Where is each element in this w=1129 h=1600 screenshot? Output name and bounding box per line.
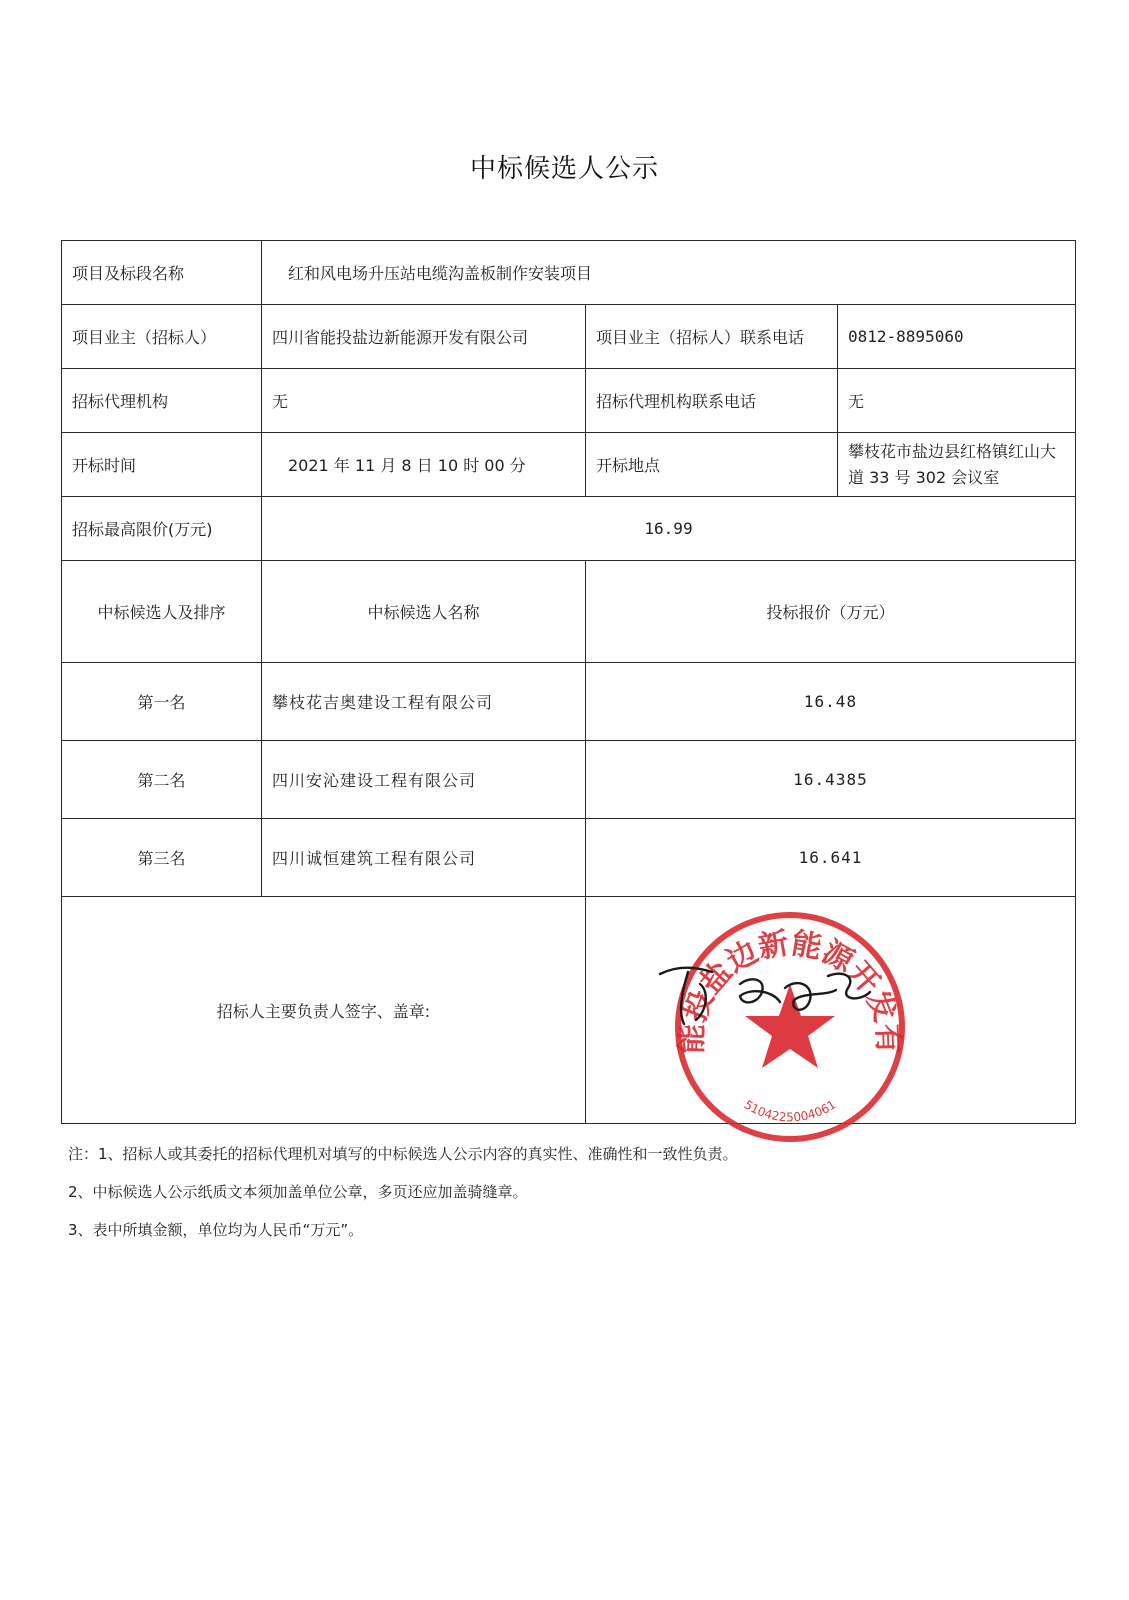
- candidate-row: [62, 741, 1076, 819]
- seal-graphic: [590, 892, 930, 1152]
- agency-value: 无: [262, 369, 586, 433]
- opening-place: 攀枝花市盐边县红格镇红山大道 33 号 302 会议室: [838, 433, 1076, 497]
- header-rank: 中标候选人及排序: [62, 561, 262, 663]
- candidate-rank: 第二名: [62, 741, 262, 819]
- agency-phone: 无: [838, 369, 1076, 433]
- note-item: 3、表中所填金额，单位均为人民币“万元”。: [68, 1221, 364, 1239]
- header-price: 投标报价（万元）: [586, 561, 1076, 663]
- max-price-label: 招标最高限价(万元): [62, 497, 262, 561]
- owner-label: 项目业主（招标人）: [62, 305, 262, 369]
- candidate-price: 16.4385: [586, 741, 1076, 819]
- candidate-name: 四川安沁建设工程有限公司: [262, 741, 586, 819]
- seal-text: 能投盐边新能源开发有: [674, 926, 906, 1055]
- seal-code: 5104225004061: [741, 1097, 839, 1125]
- signature-label: 招标人主要负责人签字、盖章:: [62, 897, 586, 1124]
- candidate-row: [62, 819, 1076, 897]
- candidate-name: 攀枝花吉奥建设工程有限公司: [262, 663, 586, 741]
- svg-text:5104225004061: [742, 1097, 839, 1124]
- notes: [68, 1143, 738, 1257]
- project-row: [62, 241, 1076, 305]
- opening-time: 2021 年 11 月 8 日 10 时 00 分: [262, 433, 586, 497]
- candidate-row: [62, 663, 1076, 741]
- official-seal: [590, 892, 930, 1152]
- candidate-price: 16.641: [586, 819, 1076, 897]
- opening-row: [62, 433, 1076, 497]
- agency-label: 招标代理机构: [62, 369, 262, 433]
- svg-text:四川省能投盐边新能源开发有限公司: [590, 892, 905, 1054]
- agency-phone-label: 招标代理机构联系电话: [586, 369, 838, 433]
- header-name: 中标候选人名称: [262, 561, 586, 663]
- owner-value: 四川省能投盐边新能源开发有限公司: [262, 305, 586, 369]
- max-price-row: [62, 497, 1076, 561]
- candidates-header-row: [62, 561, 1076, 663]
- agency-row: [62, 369, 1076, 433]
- candidate-price: 16.48: [586, 663, 1076, 741]
- project-label: 项目及标段名称: [62, 241, 262, 305]
- note-item: 2、中标候选人公示纸质文本须加盖单位公章，多页还应加盖骑缝章。: [68, 1183, 528, 1201]
- owner-phone-label: 项目业主（招标人）联系电话: [586, 305, 838, 369]
- candidate-name: 四川诚恒建筑工程有限公司: [262, 819, 586, 897]
- candidate-rank: 第一名: [62, 663, 262, 741]
- owner-phone: 0812-8895060: [838, 305, 1076, 369]
- opening-place-label: 开标地点: [586, 433, 838, 497]
- project-value: 红和风电场升压站电缆沟盖板制作安装项目: [262, 241, 1076, 305]
- opening-time-label: 开标时间: [62, 433, 262, 497]
- max-price-value: 16.99: [262, 497, 1076, 561]
- owner-row: [62, 305, 1076, 369]
- page-title: 中标候选人公示: [469, 154, 659, 184]
- candidate-rank: 第三名: [62, 819, 262, 897]
- note-item: 注：1、招标人或其委托的招标代理机对填写的中标候选人公示内容的真实性、准确性和一致性负责。: [68, 1145, 738, 1163]
